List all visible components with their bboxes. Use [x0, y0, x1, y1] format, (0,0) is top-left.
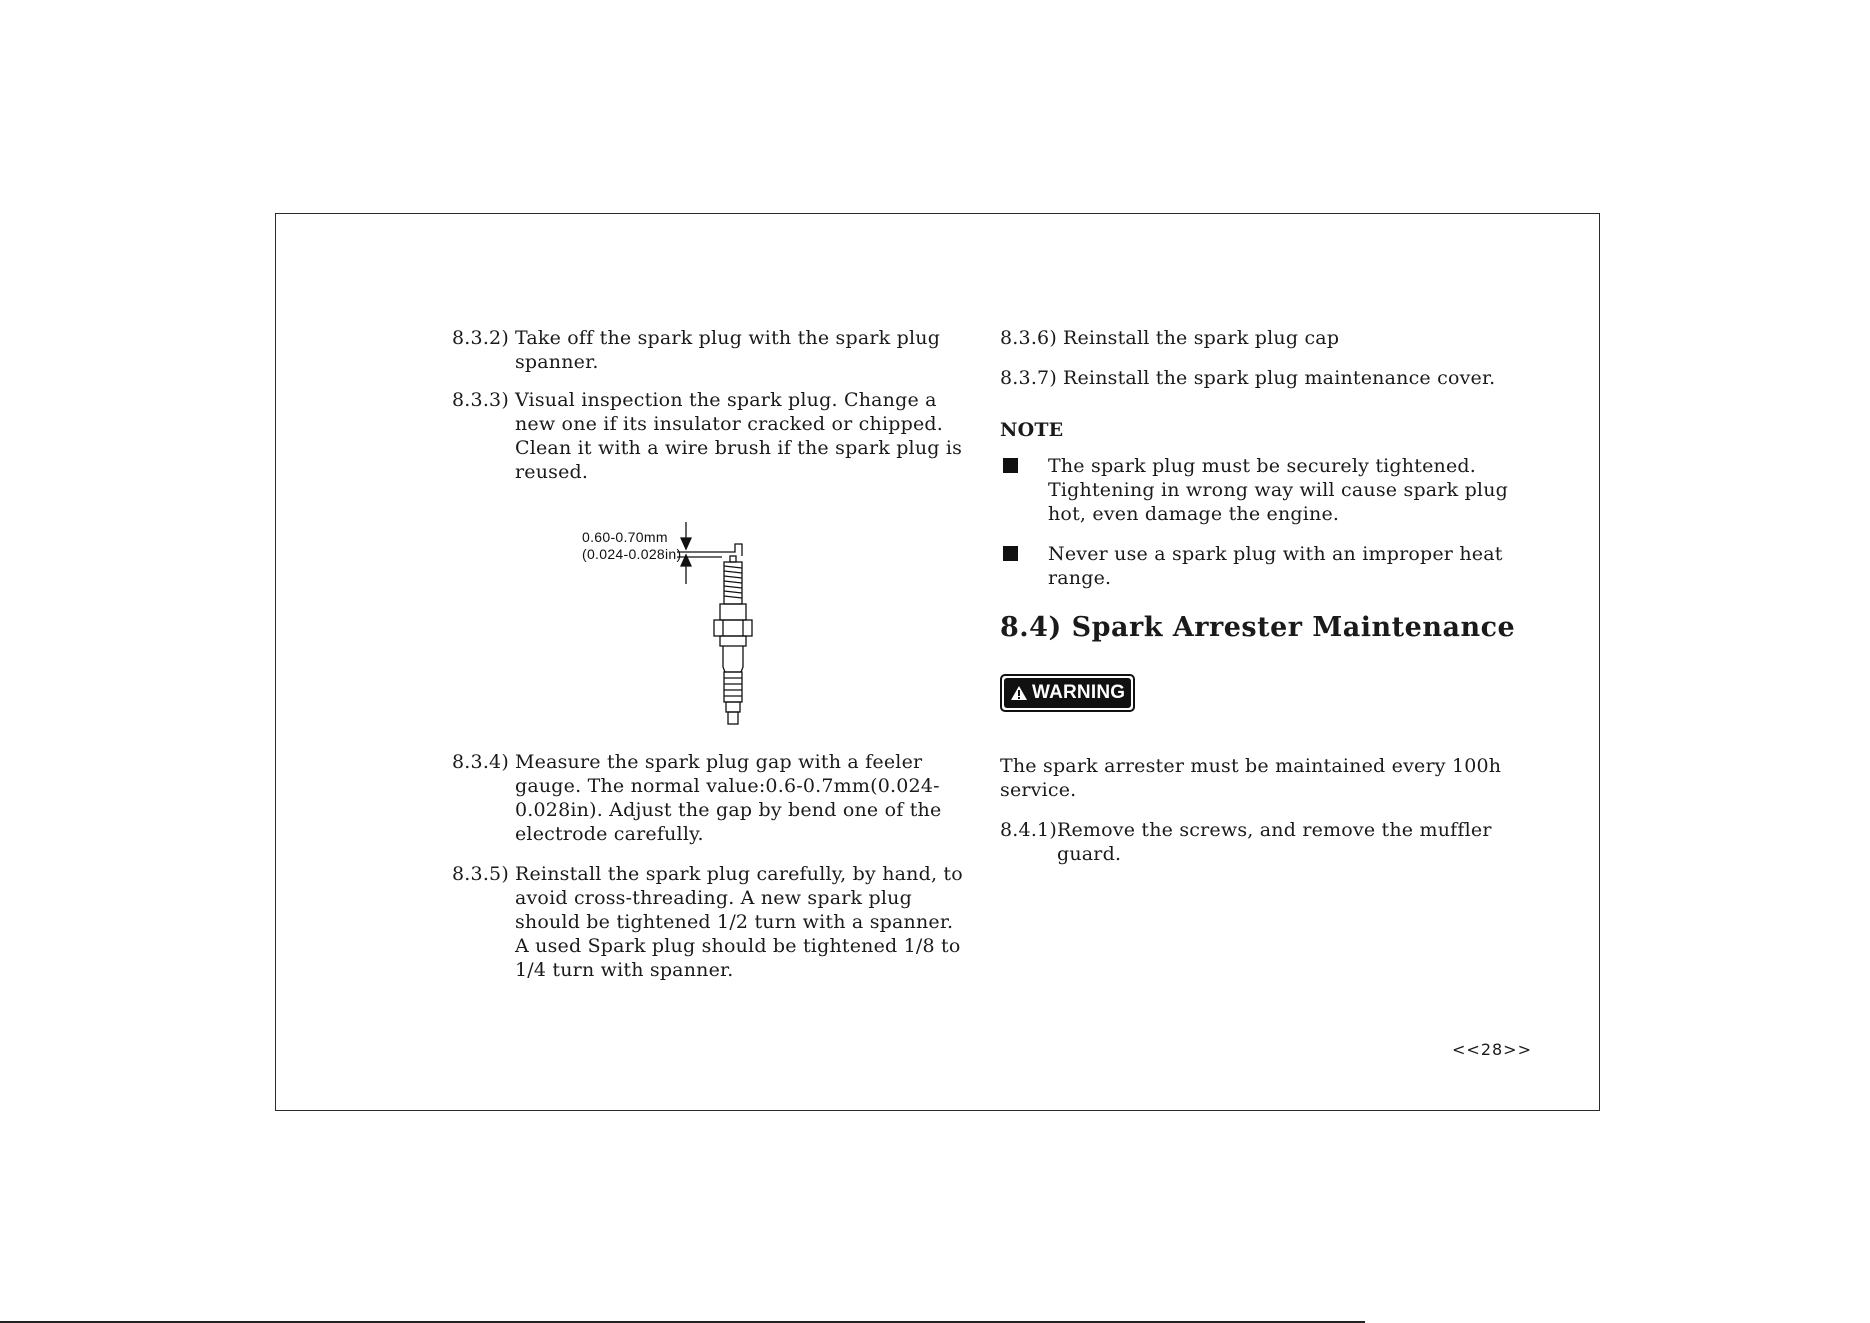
step-number: 8.3.5) [452, 863, 509, 885]
step-8-4-1 [1000, 818, 1520, 866]
step-text: Reinstall the spark plug maintenance cover. [1062, 367, 1496, 389]
step-number: 8.3.6) [1000, 327, 1057, 349]
step-8-3-6 [1000, 326, 1520, 350]
step-8-3-4 [452, 750, 972, 846]
warning-triangle-icon [1010, 685, 1028, 701]
gap-in-label: (0.024-0.028in) [582, 546, 682, 562]
note-bullet [1000, 542, 1520, 590]
step-text: Visual inspection the spark plug. Change a new one if its insulator cracked or chipped. Clean it with a wire brush if the spark plug is reused. [514, 389, 963, 483]
step-number: 8.3.3) [452, 389, 509, 411]
note-text: Never use a spark plug with an improper heat range. [1048, 543, 1503, 589]
note-bullet [1000, 454, 1520, 526]
square-bullet-icon [1003, 458, 1018, 473]
warning-label: WARNING [1032, 682, 1126, 703]
note-title: NOTE [1000, 419, 1064, 441]
step-text: Measure the spark plug gap with a feeler gauge. The normal value:0.6-0.7mm(0.024-0.028in). Adjust the gap by bend one of the electrode carefully. [514, 751, 942, 845]
section-heading: 8.4) Spark Arrester Maintenance [1000, 612, 1516, 643]
square-bullet-icon [1003, 546, 1018, 561]
step-8-3-2 [452, 326, 972, 374]
step-number: 8.3.4) [452, 751, 509, 773]
page-number: <<28>> [1452, 1040, 1532, 1059]
right-column [1000, 326, 1520, 866]
step-8-3-3 [452, 388, 972, 484]
step-text: Reinstall the spark plug cap [1062, 327, 1340, 349]
left-column [452, 326, 972, 982]
step-number: 8.4.1) [1000, 819, 1057, 841]
step-text: Reinstall the spark plug carefully, by hand, to avoid cross-threading. A new spark plug should be tightened 1/2 turn with a spanner. A used Spark plug should be tightened 1/8 to 1/4 turn with spanner. [514, 863, 963, 981]
step-8-3-7 [1000, 366, 1520, 390]
step-number: 8.3.2) [452, 327, 509, 349]
warning-badge [1000, 674, 1135, 712]
step-text: Take off the spark plug with the spark plug spanner. [514, 327, 941, 373]
spark-plug-gap-figure [582, 522, 782, 727]
step-text: Remove the screws, and remove the muffler guard. [1056, 819, 1492, 865]
step-number: 8.3.7) [1000, 367, 1057, 389]
note-text: The spark plug must be securely tightened. Tightening in wrong way will cause spark plug hot, even damage the engine. [1048, 455, 1509, 525]
arrester-paragraph: The spark arrester must be maintained every 100h service. [1000, 755, 1502, 801]
gap-mm-label: 0.60-0.70mm [582, 529, 668, 545]
step-8-3-5 [452, 862, 972, 982]
